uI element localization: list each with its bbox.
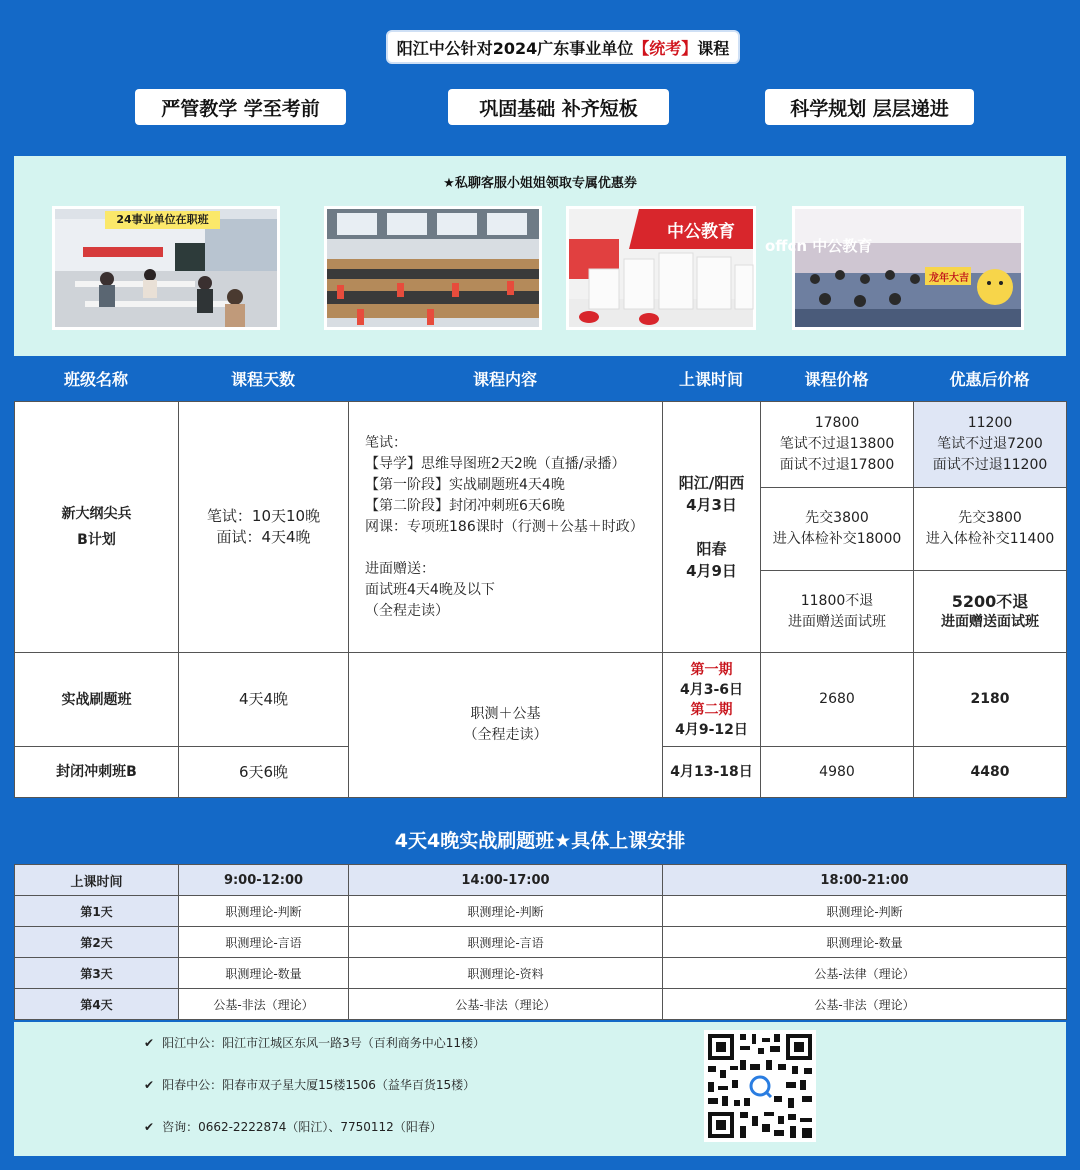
price-line: 面试不过退17800 <box>779 457 895 473</box>
time-line: 第一期 <box>690 661 733 678</box>
page-title-post: 课程 <box>697 38 730 58</box>
content-line: 网课：专项班186课时（行测＋公基＋时政） <box>365 518 644 535</box>
photo4-sign: 龙年大吉 <box>929 273 969 284</box>
schedule-cell: 职测理论-判断 <box>179 896 349 927</box>
time-line: 第二期 <box>690 701 733 718</box>
slogan-3: 科学规划 层层递进 <box>765 89 974 125</box>
slogan-2: 巩固基础 补齐短板 <box>448 89 669 125</box>
schedule-header: 18:00-21:00 <box>663 865 1067 896</box>
qr-code-icon <box>704 1030 816 1142</box>
schedule-cell: 职测理论-数量 <box>663 927 1067 958</box>
course-name-cell: 封闭冲刺班B <box>15 747 179 798</box>
course-content-cell <box>349 402 663 653</box>
col-header-days: 课程天数 <box>230 369 295 389</box>
qr-code[interactable] <box>704 1030 816 1142</box>
content-line: 进面赠送： <box>365 560 435 577</box>
check-icon: ✔ <box>144 1078 155 1092</box>
discount-line: 11200 <box>967 415 1013 431</box>
promo-text: ★私聊客服小姐姐领取专属优惠券 <box>443 176 637 191</box>
discount-line: 笔试不过退7200 <box>937 436 1043 452</box>
address-yangchun <box>144 1076 475 1093</box>
content-line: （全程走读） <box>463 727 548 743</box>
schedule-day: 第1天 <box>15 896 179 927</box>
discount-option-2 <box>914 488 1067 571</box>
price-cell: 4980 <box>761 747 914 798</box>
table-row <box>15 402 1067 488</box>
schedule-cell: 职测理论-资料 <box>349 958 663 989</box>
time-line: 4月3日 <box>686 496 737 514</box>
classroom-photo-1 <box>52 206 280 330</box>
price-line: 进面赠送面试班 <box>788 613 886 630</box>
content-line: 【第二阶段】封闭冲刺班6天6晚 <box>365 497 565 514</box>
schedule-cell: 职测理论-数量 <box>179 958 349 989</box>
schedule-cell: 职测理论-判断 <box>663 896 1067 927</box>
schedule-cell: 职测理论-判断 <box>349 896 663 927</box>
books-photo <box>566 206 756 330</box>
discount-line: 进面赠送面试班 <box>941 613 1039 630</box>
price-line: 17800 <box>814 415 860 431</box>
content-line: 【导学】思维导图班2天2晚（直播/录播） <box>365 455 626 472</box>
photo4-logo: offcn 中公教育 <box>765 237 873 255</box>
schedule-day: 第2天 <box>15 927 179 958</box>
schedule-table <box>14 864 1067 1020</box>
schedule-row <box>15 927 1067 958</box>
table-row <box>15 653 1067 747</box>
content-line: 面试班4天4晚及以下 <box>365 581 495 598</box>
col-header-price: 课程价格 <box>804 369 869 389</box>
schedule-cell: 职测理论-言语 <box>179 927 349 958</box>
col-header-content: 课程内容 <box>472 369 537 389</box>
time-line: 4月3-6日 <box>679 681 744 698</box>
course-name-cell: 实战刷题班 <box>15 653 179 747</box>
schedule-day: 第4天 <box>15 989 179 1020</box>
discount-option-3 <box>914 571 1067 653</box>
price-option-2 <box>761 488 914 571</box>
page-title <box>386 30 740 64</box>
course-name-cell <box>15 402 179 653</box>
price-line: 进入体检补交18000 <box>772 531 902 547</box>
course-name-line: 新大纲尖兵 <box>61 506 132 522</box>
content-line: 笔试： <box>365 434 407 451</box>
price-line: 先交3800 <box>805 510 869 526</box>
price-option-1 <box>761 402 914 488</box>
course-time-cell <box>663 653 761 747</box>
page-title-highlight: 【统考】 <box>633 38 698 58</box>
col-header-name: 班级名称 <box>63 369 128 389</box>
col-header-discount: 优惠后价格 <box>949 369 1030 389</box>
schedule-header: 上课时间 <box>15 865 179 896</box>
price-cell: 2680 <box>761 653 914 747</box>
price-line: 笔试不过退13800 <box>779 436 895 452</box>
days-line: 面试：4天4晚 <box>216 528 311 546</box>
schedule-row <box>15 896 1067 927</box>
time-line <box>663 516 760 538</box>
time-line: 4月9-12日 <box>675 721 748 738</box>
discount-cell: 4480 <box>914 747 1067 798</box>
photo3-logo: 中公教育 <box>667 222 735 242</box>
schedule-cell: 职测理论-言语 <box>349 927 663 958</box>
photo-panel <box>14 156 1066 356</box>
slogan-1: 严管教学 学至考前 <box>135 89 346 125</box>
check-icon: ✔ <box>144 1120 155 1134</box>
course-days-cell: 6天6晚 <box>179 747 349 798</box>
check-icon: ✔ <box>144 1036 155 1050</box>
course-days-cell: 4天4晚 <box>179 653 349 747</box>
content-line: （全程走读） <box>365 602 449 619</box>
time-line: 阳江/阳西 <box>678 474 745 492</box>
discount-cell: 2180 <box>914 653 1067 747</box>
course-days-cell <box>179 402 349 653</box>
price-line: 11800不退 <box>800 592 874 609</box>
discount-option-1 <box>914 402 1067 488</box>
schedule-cell: 公基-法律（理论） <box>663 958 1067 989</box>
discount-line: 进入体检补交11400 <box>925 531 1055 547</box>
price-option-3 <box>761 571 914 653</box>
time-line: 4月9日 <box>686 562 737 580</box>
address-text: 咨询：0662-2222874（阳江）、7750112（阳春） <box>162 1120 442 1134</box>
course-name-line: B计划 <box>77 532 116 548</box>
course-table <box>14 401 1067 798</box>
course-content-cell <box>349 653 663 798</box>
photo1-banner: 24事业单位在职班 <box>116 213 209 226</box>
contact-phone <box>144 1118 442 1135</box>
address-yangjiang <box>144 1034 485 1051</box>
schedule-header-row <box>15 865 1067 896</box>
content-line <box>365 538 662 559</box>
schedule-cell: 公基-非法（理论） <box>663 989 1067 1020</box>
schedule-header: 14:00-17:00 <box>349 865 663 896</box>
schedule-row <box>15 989 1067 1020</box>
discount-line: 5200不退 <box>951 591 1029 611</box>
course-time-cell <box>663 402 761 653</box>
content-line: 【第一阶段】实战刷题班4天4晚 <box>365 476 565 493</box>
schedule-header: 9:00-12:00 <box>179 865 349 896</box>
schedule-row <box>15 958 1067 989</box>
classroom-photo-2 <box>324 206 542 330</box>
time-line: 阳春 <box>696 540 727 558</box>
discount-line: 先交3800 <box>958 510 1022 526</box>
discount-line: 面试不过退11200 <box>932 457 1048 473</box>
schedule-title: 4天4晚实战刷题班★具体上课安排 <box>394 830 686 852</box>
address-text: 阳江中公：阳江市江城区东风一路3号（百利商务中心11楼） <box>162 1036 485 1050</box>
address-text: 阳春中公：阳春市双子星大厦15楼1506（益华百货15楼） <box>162 1078 476 1092</box>
schedule-cell: 公基-非法（理论） <box>349 989 663 1020</box>
schedule-day: 第3天 <box>15 958 179 989</box>
course-time-cell: 4月13-18日 <box>663 747 761 798</box>
lecture-hall-photo <box>765 206 1024 330</box>
schedule-cell: 公基-非法（理论） <box>179 989 349 1020</box>
page-title-pre: 阳江中公针对2024广东事业单位 <box>396 38 634 58</box>
col-header-time: 上课时间 <box>678 369 743 389</box>
days-line: 笔试：10天10晚 <box>206 507 321 525</box>
content-line: 职测＋公基 <box>470 706 541 722</box>
